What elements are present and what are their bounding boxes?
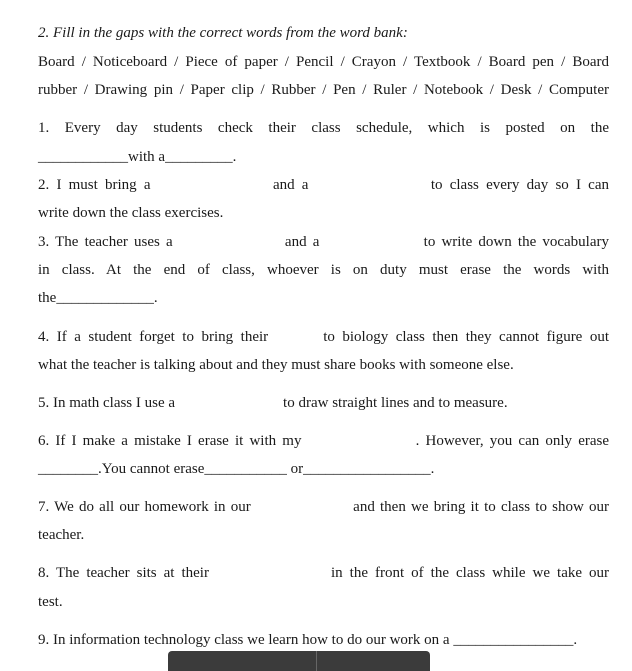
q7-text-1: 7. We do all our homework in our [38, 499, 251, 515]
q3-text-2: and a [284, 234, 320, 250]
word-bank-line-1: Board / Noticeboard / Piece of paper / Pencil / Crayon / Textbook / Board pen / Board [38, 54, 609, 70]
question-3-line-3: the_____________. [38, 290, 158, 306]
q6-text-2: . However, you can only erase [415, 433, 609, 449]
question-8-line-2: test. [38, 594, 63, 610]
exercise-instruction: 2. Fill in the gaps with the correct words from the word bank: [38, 25, 408, 41]
page-navigation-control[interactable] [168, 651, 316, 671]
zoom-control[interactable] [317, 651, 430, 671]
q4-text-2: to biology class then they cannot figure out [323, 329, 610, 345]
question-9-line-1: 9. In information technology class we learn how to do our work on a ________________. [38, 632, 578, 648]
q2-text-3: to class every day so I can [430, 177, 609, 193]
question-4-line-2: what the teacher is talking about and they must share books with someone else. [38, 357, 514, 373]
q8-text-1: 8. The teacher sits at their [38, 565, 209, 581]
question-3-line-2: in class. At the end of class, whoever is on duty must erase the words with [38, 262, 609, 278]
question-6-line-1 [38, 432, 609, 450]
word-bank-line-2: rubber / Drawing pin / Paper clip / Rubber / Pen / Ruler / Notebook / Desk / Computer [38, 82, 609, 98]
question-7-line-1 [38, 498, 609, 516]
question-4-line-1 [38, 328, 609, 346]
question-1-line-2: ____________with a_________. [38, 149, 237, 165]
question-2-line-1 [38, 176, 609, 194]
q3-text-3: to write down the vocabulary [423, 234, 610, 250]
question-5-line-1 [38, 394, 609, 412]
q6-text-1: 6. If I make a mistake I erase it with my [38, 433, 302, 449]
q5-text-2: to draw straight lines and to measure. [283, 395, 508, 411]
q8-text-2: in the front of the class while we take our [331, 565, 610, 581]
viewer-toolbar [168, 651, 430, 671]
question-6-line-2: ________.You cannot erase___________ or_________________. [38, 461, 435, 477]
q2-text-1: 2. I must bring a [38, 177, 151, 193]
q4-text-1: 4. If a student forget to bring their [38, 329, 269, 345]
q2-text-2: and a [272, 177, 309, 193]
q7-text-2: and then we bring it to class to show our [353, 499, 610, 515]
question-2-line-2: write down the class exercises. [38, 205, 224, 221]
question-8-line-1 [38, 564, 609, 582]
q5-text-1: 5. In math class I use a [38, 395, 176, 411]
question-1-line-1: 1. Every day students check their class schedule, which is posted on the [38, 120, 609, 136]
question-7-line-2: teacher. [38, 527, 85, 543]
q3-text-1: 3. The teacher uses a [38, 234, 173, 250]
question-3-line-1 [38, 233, 609, 251]
